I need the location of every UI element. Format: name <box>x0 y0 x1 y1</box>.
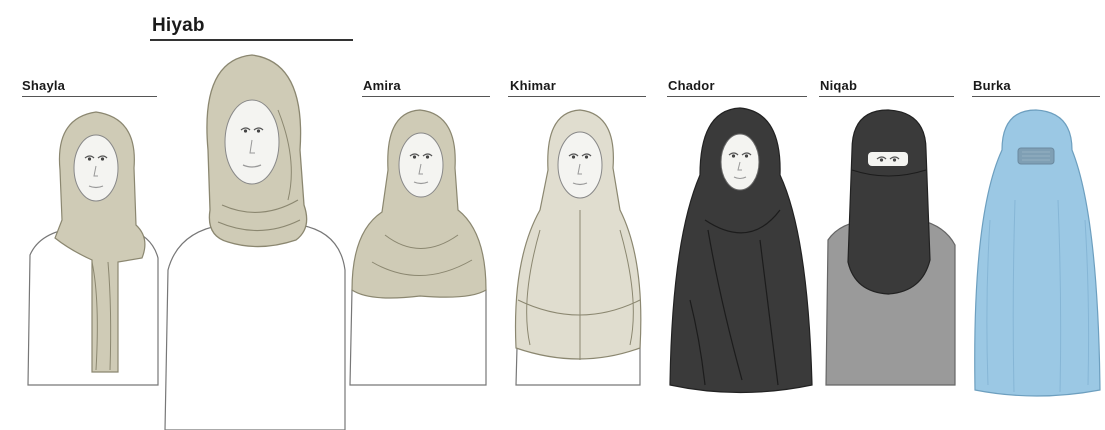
label-chador: Chador <box>668 78 715 93</box>
label-burka: Burka <box>973 78 1011 93</box>
niqab-veil <box>848 110 930 294</box>
figure-amira <box>350 110 486 385</box>
amira-body <box>350 290 486 385</box>
hiyab-body <box>165 225 345 430</box>
label-amira: Amira <box>363 78 401 93</box>
figure-khimar <box>516 110 641 385</box>
label-niqab: Niqab <box>820 78 858 93</box>
figure-hiyab <box>165 55 345 430</box>
label-hiyab: Hiyab <box>152 15 205 36</box>
label-shayla: Shayla <box>22 78 66 93</box>
figure-niqab <box>826 110 955 385</box>
figure-shayla <box>28 112 158 385</box>
niqab-eye-slit <box>868 152 908 166</box>
figure-burka <box>975 110 1100 396</box>
label-khimar: Khimar <box>510 78 556 93</box>
figure-chador <box>670 108 812 393</box>
